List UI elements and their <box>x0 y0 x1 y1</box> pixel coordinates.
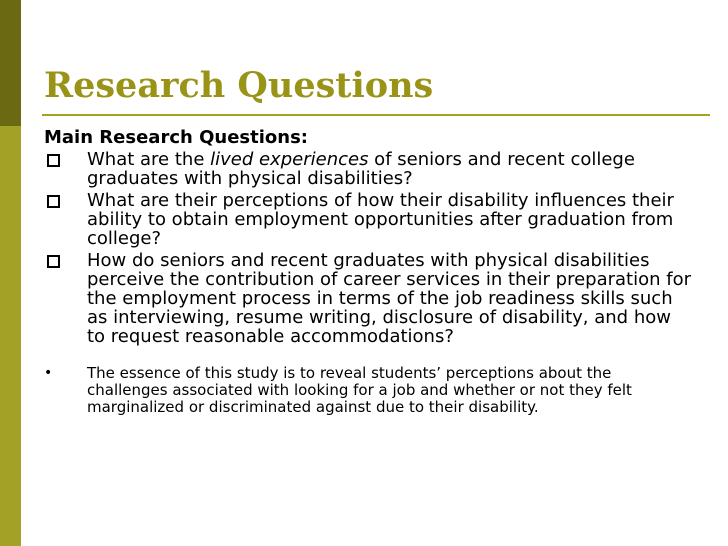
main-questions-heading: Main Research Questions: <box>44 127 308 148</box>
square-bullet-icon <box>47 255 60 268</box>
question-2-text: What are their perceptions of how their disability influences their ability to obtain employment opportunities after graduation from college? <box>87 190 674 249</box>
list-item <box>44 191 694 248</box>
research-questions-list <box>44 150 694 346</box>
list-item <box>44 150 694 188</box>
question-3-text: How do seniors and recent graduates with physical disabilities perceive the contribution of career services in their preparation for the employment process in terms of the job readiness skills such as interviewing, resume writing, disclosure of disability, and how to request reasonable accommodations? <box>87 250 691 347</box>
question-1-text-after: of seniors and recent college graduates with physical disabilities? <box>87 149 635 189</box>
left-accent-bar-light <box>0 126 21 546</box>
slide-body <box>44 127 694 416</box>
title-divider <box>42 114 710 116</box>
study-essence-text: The essence of this study is to reveal students’ perceptions about the challenges associated with looking for a job and whether or not they felt marginalized or discriminated against due to their disability. <box>87 364 632 416</box>
square-bullet-icon <box>47 154 60 167</box>
question-1-text-before: What are the <box>87 149 211 170</box>
list-item <box>44 251 694 346</box>
question-1-emphasis: lived experiences <box>210 149 369 170</box>
square-bullet-icon <box>47 195 60 208</box>
study-essence-note <box>44 365 694 416</box>
slide-title: Research Questions <box>44 65 434 106</box>
left-accent-bar-dark <box>0 0 21 126</box>
round-bullet-icon: • <box>44 365 53 381</box>
